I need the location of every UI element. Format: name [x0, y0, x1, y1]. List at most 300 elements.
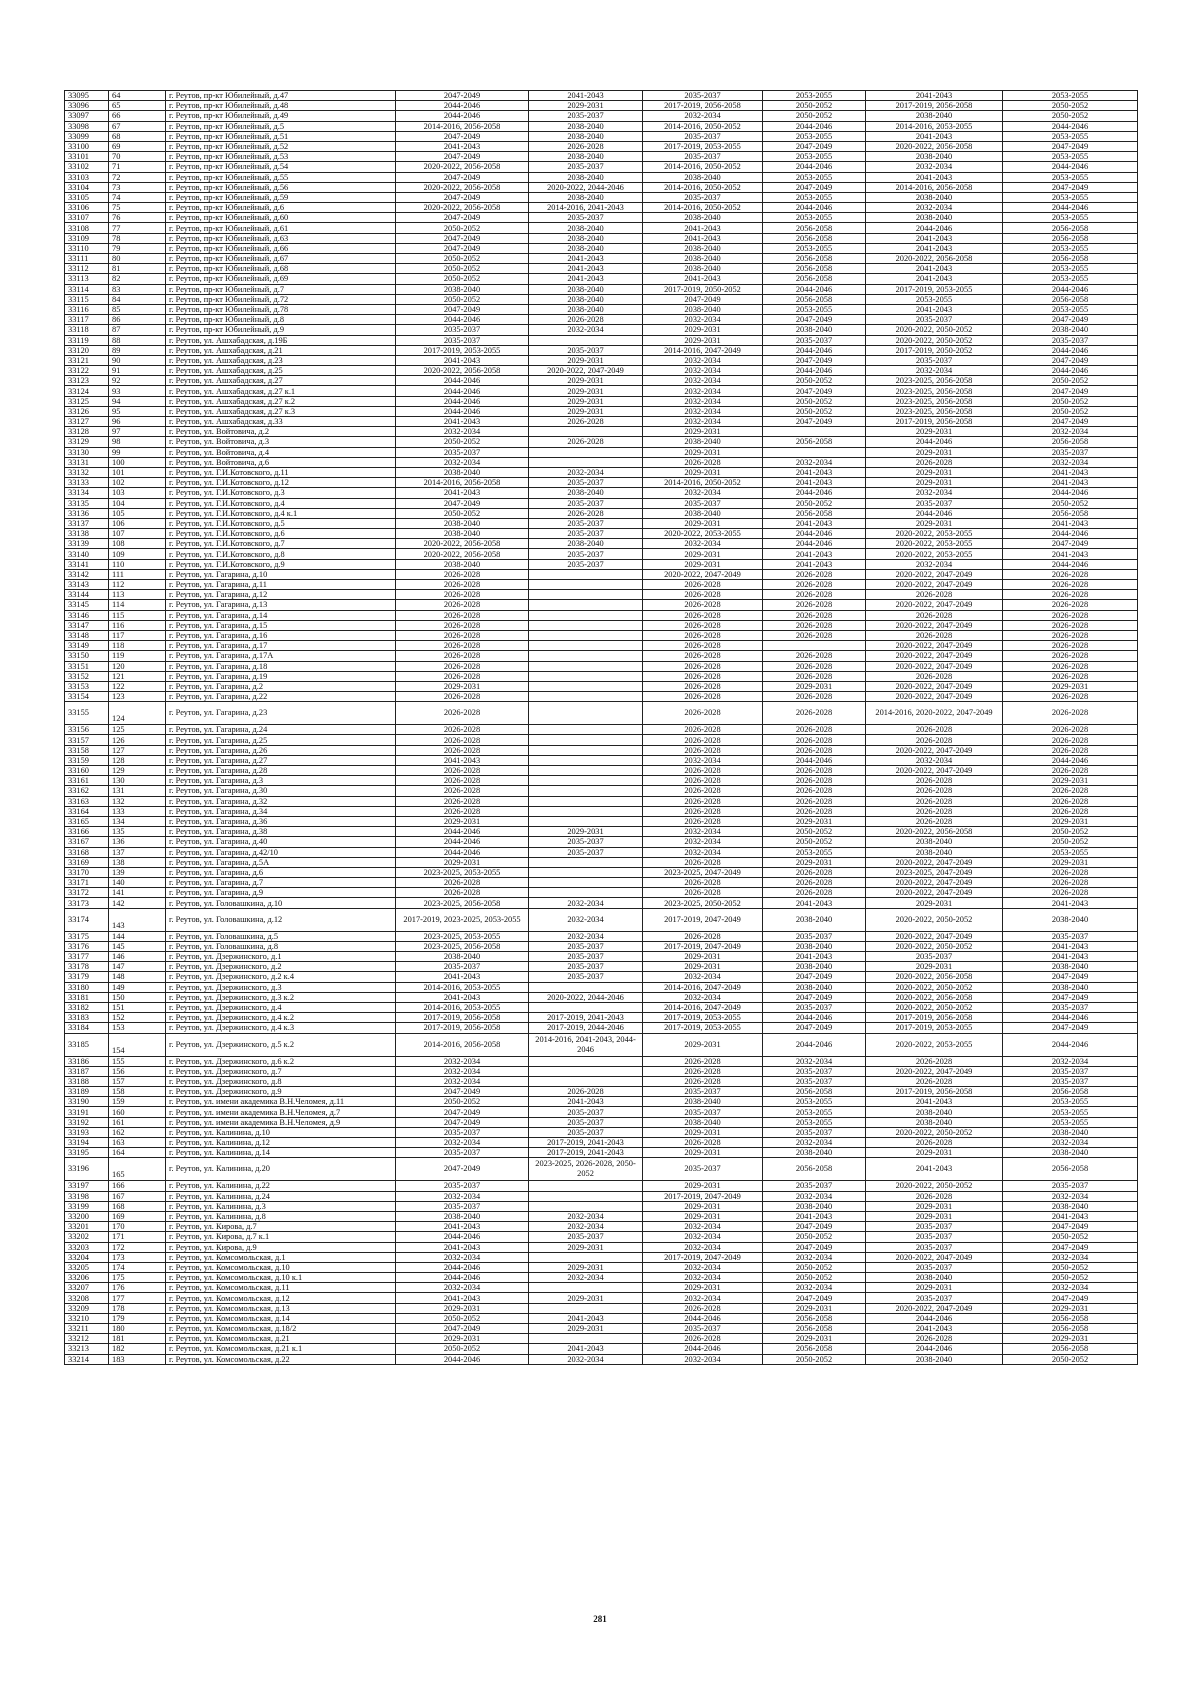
cell-period-col-6: 2041-2043 — [1003, 941, 1138, 951]
table-row — [65, 952, 1138, 962]
cell-period-col-3: 2032-2034 — [643, 315, 763, 325]
cell-period-col-2: 2035-2037 — [529, 962, 643, 972]
cell-period-col-4: 2053-2055 — [763, 304, 866, 314]
cell-row-number: 151 — [109, 1002, 166, 1012]
cell-period-col-1: 2038-2040 — [396, 1211, 529, 1221]
cell-period-col-4: 2047-2049 — [763, 992, 866, 1002]
cell-period-col-6: 2035-2037 — [1003, 1181, 1138, 1191]
cell-period-col-3: 2029-2031 — [643, 467, 763, 477]
cell-record-id: 33170 — [65, 867, 109, 877]
cell-address: г. Реутов, ул. Г.И.Котовского, д.3 — [166, 488, 396, 498]
cell-period-col-1: 2026-2028 — [396, 630, 529, 640]
cell-address: г. Реутов, пр-кт Юбилейный, д.9 — [166, 325, 396, 335]
cell-record-id: 33134 — [65, 488, 109, 498]
cell-record-id: 33098 — [65, 121, 109, 131]
cell-row-number: 127 — [109, 745, 166, 755]
table-row — [65, 661, 1138, 671]
cell-period-col-5: 2026-2028 — [866, 1138, 1003, 1148]
cell-row-number: 98 — [109, 437, 166, 447]
cell-period-col-1: 2047-2049 — [396, 243, 529, 253]
table-row — [65, 1002, 1138, 1012]
cell-period-col-3: 2029-2031 — [643, 518, 763, 528]
cell-period-col-1: 2050-2052 — [396, 223, 529, 233]
cell-record-id: 33123 — [65, 376, 109, 386]
cell-period-col-1: 2026-2028 — [396, 725, 529, 735]
cell-record-id: 33136 — [65, 508, 109, 518]
cell-period-col-3: 2020-2022, 2047-2049 — [643, 569, 763, 579]
cell-period-col-2: 2014-2016, 2041-2043 — [529, 203, 643, 213]
cell-row-number: 64 — [109, 91, 166, 101]
cell-record-id: 33196 — [65, 1158, 109, 1181]
cell-address: г. Реутов, ул. Головашкина, д.8 — [166, 941, 396, 951]
cell-period-col-1: 2023-2025, 2056-2058 — [396, 898, 529, 908]
cell-row-number: 92 — [109, 376, 166, 386]
cell-row-number: 108 — [109, 539, 166, 549]
cell-address: г. Реутов, ул. Гагарина, д.26 — [166, 745, 396, 755]
cell-period-col-3: 2032-2034 — [643, 847, 763, 857]
cell-period-col-3: 2026-2028 — [643, 620, 763, 630]
table-row — [65, 376, 1138, 386]
cell-period-col-2: 2038-2040 — [529, 539, 643, 549]
cell-period-col-2 — [529, 580, 643, 590]
cell-period-col-1: 2041-2043 — [396, 992, 529, 1002]
cell-period-col-2: 2029-2031 — [529, 1293, 643, 1303]
cell-period-col-2: 2041-2043 — [529, 1313, 643, 1323]
cell-address: г. Реутов, ул. имени академика В.Н.Челомея, д.9 — [166, 1117, 396, 1127]
cell-period-col-4: 2032-2034 — [763, 1191, 866, 1201]
cell-period-col-5: 2020-2022, 2047-2049 — [866, 661, 1003, 671]
cell-period-col-1: 2044-2046 — [396, 315, 529, 325]
table-row — [65, 1117, 1138, 1127]
cell-period-col-3: 2017-2019, 2047-2049 — [643, 908, 763, 931]
cell-row-number: 74 — [109, 192, 166, 202]
cell-period-col-5: 2020-2022, 2056-2058 — [866, 827, 1003, 837]
cell-row-number: 154 — [109, 1033, 166, 1056]
cell-period-col-6: 2035-2037 — [1003, 931, 1138, 941]
cell-period-col-2: 2029-2031 — [529, 406, 643, 416]
cell-row-number: 178 — [109, 1303, 166, 1313]
table-row — [65, 396, 1138, 406]
cell-record-id: 33158 — [65, 745, 109, 755]
cell-period-col-6: 2050-2052 — [1003, 111, 1138, 121]
table-row — [65, 549, 1138, 559]
table-row — [65, 529, 1138, 539]
cell-period-col-5: 2029-2031 — [866, 898, 1003, 908]
cell-period-col-3: 2026-2028 — [643, 745, 763, 755]
cell-period-col-2: 2038-2040 — [529, 233, 643, 243]
cell-period-col-6: 2047-2049 — [1003, 182, 1138, 192]
table-row — [65, 182, 1138, 192]
cell-period-col-5: 2026-2028 — [866, 806, 1003, 816]
table-row — [65, 641, 1138, 651]
cell-period-col-2: 2035-2037 — [529, 1117, 643, 1127]
cell-period-col-1: 2029-2031 — [396, 857, 529, 867]
cell-record-id: 33194 — [65, 1138, 109, 1148]
cell-period-col-2: 2041-2043 — [529, 254, 643, 264]
cell-period-col-2: 2026-2028 — [529, 315, 643, 325]
cell-period-col-6: 2044-2046 — [1003, 755, 1138, 765]
table-row — [65, 467, 1138, 477]
cell-record-id: 33155 — [65, 702, 109, 725]
cell-period-col-2: 2035-2037 — [529, 213, 643, 223]
cell-address: г. Реутов, ул. Гагарина, д.15 — [166, 620, 396, 630]
cell-period-col-4: 2032-2034 — [763, 1056, 866, 1066]
cell-period-col-2: 2035-2037 — [529, 559, 643, 569]
cell-row-number: 181 — [109, 1334, 166, 1344]
cell-period-col-3: 2029-2031 — [643, 1033, 763, 1056]
table-row — [65, 755, 1138, 765]
cell-record-id: 33117 — [65, 315, 109, 325]
cell-period-col-1: 2044-2046 — [396, 1232, 529, 1242]
cell-period-col-2: 2035-2037 — [529, 952, 643, 962]
cell-address: г. Реутов, ул. Головашкина, д.12 — [166, 908, 396, 931]
cell-period-col-4: 2038-2040 — [763, 982, 866, 992]
cell-row-number: 165 — [109, 1158, 166, 1181]
table-row — [65, 254, 1138, 264]
cell-record-id: 33116 — [65, 304, 109, 314]
cell-period-col-2: 2029-2031 — [529, 1324, 643, 1334]
cell-period-col-6: 2056-2058 — [1003, 294, 1138, 304]
cell-record-id: 33206 — [65, 1273, 109, 1283]
cell-record-id: 33167 — [65, 837, 109, 847]
cell-row-number: 100 — [109, 457, 166, 467]
table-row — [65, 1076, 1138, 1086]
cell-period-col-4: 2026-2028 — [763, 630, 866, 640]
table-row — [65, 1283, 1138, 1293]
cell-period-col-4: 2026-2028 — [763, 580, 866, 590]
table-row — [65, 121, 1138, 131]
table-row — [65, 101, 1138, 111]
cell-period-col-4: 2038-2040 — [763, 1148, 866, 1158]
cell-period-col-5: 2020-2022, 2056-2058 — [866, 992, 1003, 1002]
cell-period-col-2 — [529, 681, 643, 691]
cell-period-col-1: 2020-2022, 2056-2058 — [396, 549, 529, 559]
table-row — [65, 620, 1138, 630]
cell-period-col-1: 2035-2037 — [396, 335, 529, 345]
cell-address: г. Реутов, пр-кт Юбилейный, д.72 — [166, 294, 396, 304]
cell-row-number: 66 — [109, 111, 166, 121]
cell-period-col-5: 2038-2040 — [866, 192, 1003, 202]
cell-period-col-6: 2026-2028 — [1003, 766, 1138, 776]
cell-record-id: 33176 — [65, 941, 109, 951]
cell-period-col-6: 2026-2028 — [1003, 867, 1138, 877]
cell-period-col-6: 2056-2058 — [1003, 254, 1138, 264]
table-row — [65, 681, 1138, 691]
table-row — [65, 162, 1138, 172]
cell-period-col-3: 2026-2028 — [643, 1303, 763, 1313]
cell-row-number: 147 — [109, 962, 166, 972]
cell-period-col-2: 2035-2037 — [529, 498, 643, 508]
cell-address: г. Реутов, ул. Ашхабадская, д.19Б — [166, 335, 396, 345]
cell-period-col-1: 2050-2052 — [396, 508, 529, 518]
cell-period-col-3: 2038-2040 — [643, 264, 763, 274]
table-row — [65, 735, 1138, 745]
cell-period-col-4: 2026-2028 — [763, 610, 866, 620]
cell-period-col-2: 2035-2037 — [529, 549, 643, 559]
cell-address: г. Реутов, ул. Гагарина, д.11 — [166, 580, 396, 590]
cell-period-col-5: 2044-2046 — [866, 508, 1003, 518]
cell-period-col-5: 2026-2028 — [866, 1334, 1003, 1344]
cell-period-col-3: 2032-2034 — [643, 396, 763, 406]
cell-period-col-4: 2044-2046 — [763, 366, 866, 376]
cell-row-number: 113 — [109, 590, 166, 600]
table-row — [65, 702, 1138, 725]
cell-period-col-5: 2020-2022, 2047-2049 — [866, 1303, 1003, 1313]
cell-period-col-5: 2020-2022, 2047-2049 — [866, 651, 1003, 661]
cell-period-col-4: 2026-2028 — [763, 671, 866, 681]
cell-row-number: 75 — [109, 203, 166, 213]
cell-record-id: 33191 — [65, 1107, 109, 1117]
cell-address: г. Реутов, ул. Кирова, д.7 к.1 — [166, 1232, 396, 1242]
cell-period-col-5: 2053-2055 — [866, 294, 1003, 304]
cell-period-col-3: 2032-2034 — [643, 1232, 763, 1242]
cell-period-col-6: 2050-2052 — [1003, 406, 1138, 416]
cell-period-col-2 — [529, 1303, 643, 1313]
cell-period-col-4: 2053-2055 — [763, 243, 866, 253]
cell-period-col-5: 2023-2025, 2047-2049 — [866, 867, 1003, 877]
cell-period-col-2: 2029-2031 — [529, 355, 643, 365]
cell-period-col-1: 2032-2034 — [396, 1076, 529, 1086]
cell-period-col-3: 2026-2028 — [643, 796, 763, 806]
cell-period-col-5: 2020-2022, 2050-2052 — [866, 325, 1003, 335]
cell-record-id: 33135 — [65, 498, 109, 508]
cell-period-col-4: 2056-2058 — [763, 294, 866, 304]
table-row — [65, 264, 1138, 274]
cell-period-col-5: 2020-2022, 2047-2049 — [866, 878, 1003, 888]
cell-period-col-1: 2026-2028 — [396, 661, 529, 671]
cell-record-id: 33185 — [65, 1033, 109, 1056]
cell-record-id: 33156 — [65, 725, 109, 735]
cell-period-col-5: 2026-2028 — [866, 1056, 1003, 1066]
table-row — [65, 878, 1138, 888]
cell-period-col-4: 2044-2046 — [763, 203, 866, 213]
cell-period-col-4: 2029-2031 — [763, 1334, 866, 1344]
cell-period-col-3: 2035-2037 — [643, 1107, 763, 1117]
cell-address: г. Реутов, ул. Гагарина, д.27 — [166, 755, 396, 765]
cell-period-col-6: 2038-2040 — [1003, 1201, 1138, 1211]
cell-record-id: 33143 — [65, 580, 109, 590]
cell-period-col-4: 2044-2046 — [763, 1013, 866, 1023]
cell-period-col-4: 2035-2037 — [763, 1002, 866, 1012]
cell-period-col-2: 2038-2040 — [529, 121, 643, 131]
table-row — [65, 315, 1138, 325]
cell-period-col-6: 2029-2031 — [1003, 1334, 1138, 1344]
cell-address: г. Реутов, ул. Головашкина, д.10 — [166, 898, 396, 908]
cell-period-col-5: 2020-2022, 2056-2058 — [866, 972, 1003, 982]
cell-period-col-4: 2047-2049 — [763, 1023, 866, 1033]
cell-row-number: 78 — [109, 233, 166, 243]
cell-period-col-6: 2038-2040 — [1003, 325, 1138, 335]
table-row — [65, 982, 1138, 992]
cell-period-col-5: 2029-2031 — [866, 1201, 1003, 1211]
cell-period-col-2: 2026-2028 — [529, 417, 643, 427]
cell-period-col-2: 2032-2034 — [529, 1273, 643, 1283]
table-row — [65, 1107, 1138, 1117]
cell-period-col-3: 2026-2028 — [643, 1056, 763, 1066]
cell-period-col-2: 2038-2040 — [529, 223, 643, 233]
cell-period-col-5: 2026-2028 — [866, 457, 1003, 467]
cell-period-col-4: 2035-2037 — [763, 931, 866, 941]
cell-period-col-5: 2020-2022, 2056-2058 — [866, 141, 1003, 151]
cell-period-col-2: 2029-2031 — [529, 1262, 643, 1272]
cell-record-id: 33171 — [65, 878, 109, 888]
table-row — [65, 1097, 1138, 1107]
cell-period-col-1: 2026-2028 — [396, 888, 529, 898]
cell-address: г. Реутов, ул. Комсомольская, д.1 — [166, 1252, 396, 1262]
cell-period-col-3: 2026-2028 — [643, 692, 763, 702]
cell-period-col-5: 2044-2046 — [866, 1344, 1003, 1354]
cell-row-number: 167 — [109, 1191, 166, 1201]
cell-period-col-4: 2047-2049 — [763, 417, 866, 427]
cell-row-number: 117 — [109, 630, 166, 640]
cell-period-col-1: 2035-2037 — [396, 1148, 529, 1158]
cell-record-id: 33210 — [65, 1313, 109, 1323]
cell-record-id: 33129 — [65, 437, 109, 447]
cell-address: г. Реутов, ул. Ашхабадская, д.23 — [166, 355, 396, 365]
cell-row-number: 123 — [109, 692, 166, 702]
cell-period-col-5: 2020-2022, 2050-2052 — [866, 1127, 1003, 1137]
cell-period-col-5: 2014-2016, 2020-2022, 2047-2049 — [866, 702, 1003, 725]
cell-period-col-2: 2029-2031 — [529, 386, 643, 396]
cell-period-col-5: 2020-2022, 2047-2049 — [866, 931, 1003, 941]
cell-period-col-1: 2047-2049 — [396, 1158, 529, 1181]
cell-period-col-3: 2029-2031 — [643, 1127, 763, 1137]
cell-period-col-6: 2041-2043 — [1003, 467, 1138, 477]
cell-period-col-4: 2050-2052 — [763, 396, 866, 406]
table-row — [65, 539, 1138, 549]
cell-address: г. Реутов, ул. Калинина, д.20 — [166, 1158, 396, 1181]
cell-period-col-5: 2020-2022, 2047-2049 — [866, 569, 1003, 579]
cell-period-col-6: 2050-2052 — [1003, 1273, 1138, 1283]
cell-period-col-4: 2044-2046 — [763, 755, 866, 765]
cell-period-col-4: 2041-2043 — [763, 478, 866, 488]
cell-period-col-2: 2029-2031 — [529, 396, 643, 406]
cell-record-id: 33148 — [65, 630, 109, 640]
cell-period-col-3: 2014-2016, 2047-2049 — [643, 345, 763, 355]
cell-period-col-3: 2032-2034 — [643, 1262, 763, 1272]
table-row — [65, 1242, 1138, 1252]
cell-period-col-2 — [529, 806, 643, 816]
cell-period-col-4: 2038-2040 — [763, 941, 866, 951]
cell-period-col-6: 2032-2034 — [1003, 1138, 1138, 1148]
cell-period-col-3: 2026-2028 — [643, 661, 763, 671]
cell-record-id: 33133 — [65, 478, 109, 488]
cell-period-col-5: 2026-2028 — [866, 1191, 1003, 1201]
cell-period-col-3: 2044-2046 — [643, 1344, 763, 1354]
cell-period-col-5: 2020-2022, 2050-2052 — [866, 1002, 1003, 1012]
cell-period-col-4: 2026-2028 — [763, 867, 866, 877]
cell-period-col-5: 2017-2019, 2053-2055 — [866, 284, 1003, 294]
cell-period-col-1: 2044-2046 — [396, 386, 529, 396]
cell-period-col-2 — [529, 888, 643, 898]
cell-period-col-6: 2056-2058 — [1003, 1344, 1138, 1354]
cell-period-col-3: 2014-2016, 2050-2052 — [643, 478, 763, 488]
cell-period-col-3: 2017-2019, 2047-2049 — [643, 1191, 763, 1201]
cell-record-id: 33188 — [65, 1076, 109, 1086]
cell-period-col-1: 2044-2046 — [396, 1262, 529, 1272]
cell-address: г. Реутов, ул. Гагарина, д.3 — [166, 776, 396, 786]
cell-period-col-3: 2026-2028 — [643, 702, 763, 725]
cell-address: г. Реутов, ул. Ашхабадская, д.33 — [166, 417, 396, 427]
cell-address: г. Реутов, пр-кт Юбилейный, д.69 — [166, 274, 396, 284]
cell-address: г. Реутов, ул. Г.И.Котовского, д.8 — [166, 549, 396, 559]
cell-period-col-2: 2035-2037 — [529, 972, 643, 982]
cell-row-number: 81 — [109, 264, 166, 274]
cell-period-col-1: 2041-2043 — [396, 141, 529, 151]
cell-row-number: 174 — [109, 1262, 166, 1272]
cell-period-col-3: 2026-2028 — [643, 776, 763, 786]
table-row — [65, 1191, 1138, 1201]
cell-period-col-1: 2047-2049 — [396, 152, 529, 162]
cell-record-id: 33128 — [65, 427, 109, 437]
cell-row-number: 135 — [109, 827, 166, 837]
cell-address: г. Реутов, пр-кт Юбилейный, д.55 — [166, 172, 396, 182]
cell-period-col-1: 2050-2052 — [396, 1313, 529, 1323]
cell-period-col-3: 2026-2028 — [643, 1066, 763, 1076]
cell-period-col-4: 2050-2052 — [763, 376, 866, 386]
cell-period-col-4: 2026-2028 — [763, 569, 866, 579]
cell-period-col-1: 2038-2040 — [396, 559, 529, 569]
cell-period-col-4: 2041-2043 — [763, 898, 866, 908]
cell-period-col-2 — [529, 590, 643, 600]
cell-period-col-6: 2053-2055 — [1003, 304, 1138, 314]
cell-period-col-6: 2032-2034 — [1003, 427, 1138, 437]
cell-period-col-4: 2032-2034 — [763, 1252, 866, 1262]
cell-address: г. Реутов, ул. Гагарина, д.14 — [166, 610, 396, 620]
cell-period-col-6: 2029-2031 — [1003, 681, 1138, 691]
cell-record-id: 33181 — [65, 992, 109, 1002]
cell-address: г. Реутов, пр-кт Юбилейный, д.66 — [166, 243, 396, 253]
cell-period-col-4: 2050-2052 — [763, 111, 866, 121]
cell-period-col-4: 2053-2055 — [763, 152, 866, 162]
cell-period-col-1: 2029-2031 — [396, 1303, 529, 1313]
cell-period-col-2: 2017-2019, 2041-2043 — [529, 1013, 643, 1023]
table-row — [65, 1293, 1138, 1303]
cell-period-col-1: 2041-2043 — [396, 488, 529, 498]
cell-period-col-1: 2047-2049 — [396, 192, 529, 202]
cell-period-col-1: 2047-2049 — [396, 213, 529, 223]
table-row — [65, 386, 1138, 396]
cell-period-col-4: 2026-2028 — [763, 725, 866, 735]
cell-period-col-6: 2026-2028 — [1003, 661, 1138, 671]
cell-period-col-5: 2026-2028 — [866, 671, 1003, 681]
cell-row-number: 122 — [109, 681, 166, 691]
cell-period-col-4: 2038-2040 — [763, 908, 866, 931]
cell-period-col-5: 2032-2034 — [866, 162, 1003, 172]
cell-period-col-1: 2026-2028 — [396, 786, 529, 796]
cell-period-col-4: 2035-2037 — [763, 335, 866, 345]
cell-period-col-1: 2044-2046 — [396, 396, 529, 406]
cell-period-col-6: 2056-2058 — [1003, 223, 1138, 233]
cell-period-col-4: 2056-2058 — [763, 264, 866, 274]
cell-period-col-2: 2032-2034 — [529, 931, 643, 941]
cell-period-col-2: 2029-2031 — [529, 1242, 643, 1252]
cell-period-col-2 — [529, 651, 643, 661]
cell-period-col-5: 2026-2028 — [866, 630, 1003, 640]
cell-period-col-1: 2014-2016, 2053-2055 — [396, 982, 529, 992]
cell-period-col-2 — [529, 735, 643, 745]
cell-address: г. Реутов, ул. Дзержинского, д.9 — [166, 1087, 396, 1097]
cell-record-id: 33204 — [65, 1252, 109, 1262]
cell-period-col-5: 2038-2040 — [866, 152, 1003, 162]
cell-address: г. Реутов, ул. Комсомольская, д.21 — [166, 1334, 396, 1344]
cell-period-col-1: 2044-2046 — [396, 1273, 529, 1283]
cell-period-col-2: 2029-2031 — [529, 827, 643, 837]
cell-address: г. Реутов, пр-кт Юбилейный, д.48 — [166, 101, 396, 111]
cell-period-col-1: 2044-2046 — [396, 847, 529, 857]
cell-period-col-3: 2032-2034 — [643, 1354, 763, 1364]
cell-period-col-3: 2017-2019, 2053-2055 — [643, 1013, 763, 1023]
